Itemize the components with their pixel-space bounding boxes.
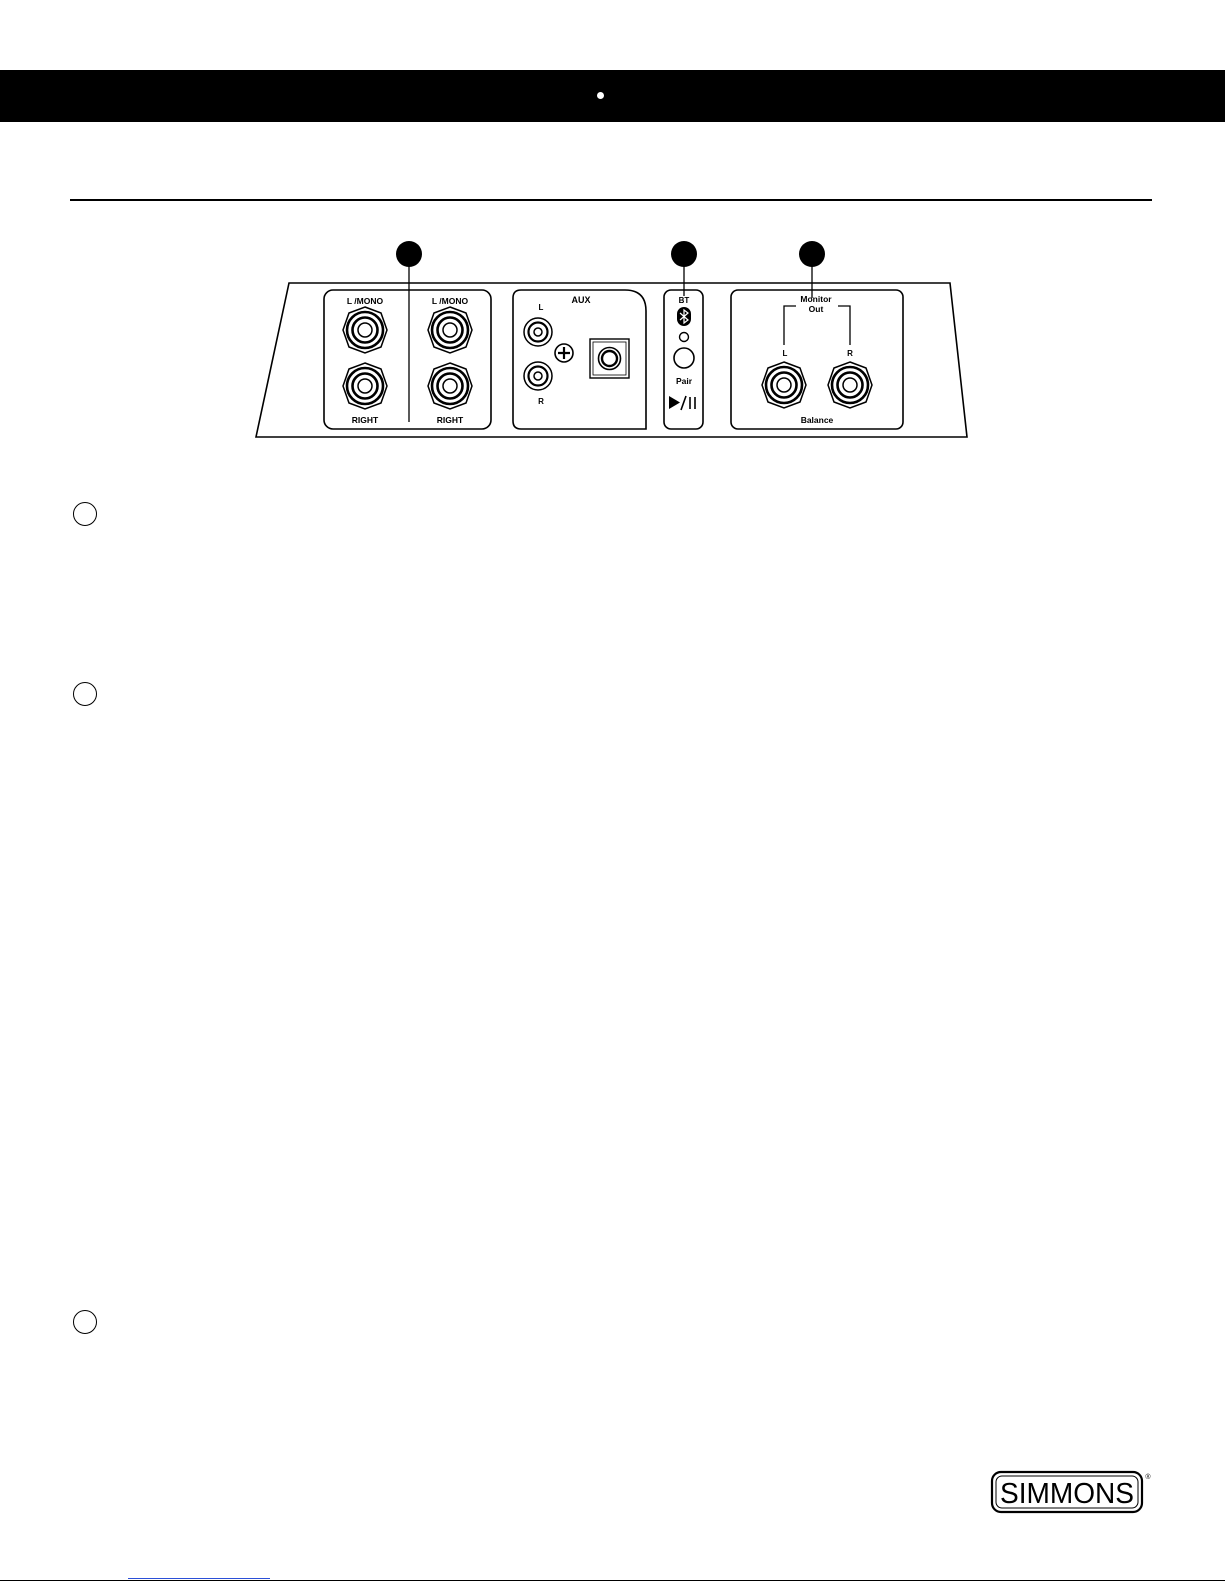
aux-right-label: R (538, 397, 544, 406)
callout-marker-3 (799, 241, 825, 267)
pair-label: Pair (675, 376, 693, 386)
monitor-right-label: R (847, 349, 853, 358)
output-2-bottom-label: RIGHT (436, 415, 464, 425)
bt-title: BT (678, 296, 690, 305)
monitor-title-line1: Monitor (800, 294, 832, 304)
monitor-left-label: L (782, 349, 788, 358)
jack-output-2-left (428, 307, 472, 353)
callout-marker-2 (671, 241, 697, 267)
registered-mark: ® (1145, 1474, 1151, 1481)
logo-text: SIMMONS (1000, 1478, 1134, 1510)
section-marker-3 (73, 1310, 97, 1334)
section-marker-2 (73, 682, 97, 706)
output-2-top-label: L /MONO (431, 296, 469, 306)
rear-panel-diagram (0, 0, 1225, 460)
jack-monitor-left (762, 362, 806, 408)
pair-button (674, 348, 694, 368)
footer-rule (0, 1580, 1225, 1581)
simmons-logo (990, 1470, 1155, 1516)
monitor-title-line2: Out (808, 304, 824, 314)
output-1-top-label: L /MONO (346, 296, 384, 306)
aux-title: AUX (571, 295, 591, 305)
aux-left-label: L (538, 303, 544, 312)
rca-jack-right (524, 362, 552, 390)
plus-icon (555, 344, 573, 362)
balance-label: Balance (800, 415, 834, 425)
aux-mini-jack (590, 339, 629, 378)
footer-link-underline[interactable] (128, 1578, 270, 1579)
output-1-bottom-label: RIGHT (351, 415, 379, 425)
jack-monitor-right (828, 362, 872, 408)
jack-output-1-left (343, 307, 387, 353)
section-marker-1 (73, 502, 97, 526)
rca-jack-left (524, 318, 552, 346)
bluetooth-icon (677, 307, 691, 326)
callout-marker-1 (396, 241, 422, 267)
jack-output-2-right (428, 363, 472, 409)
pair-led (680, 333, 689, 342)
jack-output-1-right (343, 363, 387, 409)
